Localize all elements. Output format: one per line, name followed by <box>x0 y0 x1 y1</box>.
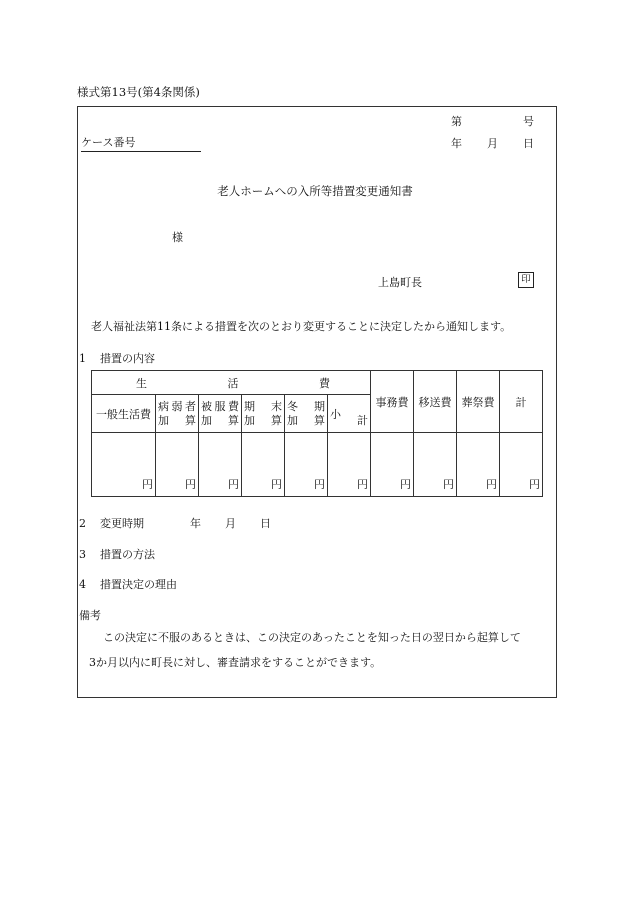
date-year-label: 年 <box>451 137 462 150</box>
intro-text: 老人福祉法第11条による措置を次のとおり変更することに決定したから通知します。 <box>91 320 512 333</box>
case-number-label: ケース番号 <box>81 136 136 149</box>
section-4-number: 4 <box>79 578 86 591</box>
section-1-label: 措置の内容 <box>100 352 155 365</box>
group-header-char-1: 生 <box>136 376 147 390</box>
form-number-label: 様式第13号(第4条関係) <box>77 85 200 99</box>
change-date <box>190 515 271 531</box>
change-date-month: 月 <box>225 517 236 530</box>
group-header-char-2: 活 <box>227 376 239 390</box>
amount-clothing-addition: 円 <box>199 433 242 497</box>
amount-transport-expenses: 円 <box>414 433 457 497</box>
remarks-heading: 備考 <box>79 609 101 622</box>
header-sick-addition: 病 弱 者 加 算 <box>156 395 199 433</box>
amount-subtotal: 円 <box>328 433 371 497</box>
header-term-end-addition: 期 末 加 算 <box>242 395 285 433</box>
amount-winter-addition: 円 <box>285 433 328 497</box>
date-month-label: 月 <box>487 137 498 150</box>
remarks-line-2: 3か月以内に町長に対し、審査請求をすることができます。 <box>89 656 382 669</box>
section-2-number: 2 <box>79 517 86 530</box>
section-2-heading <box>79 515 144 531</box>
remarks-line-1: この決定に不服のあるときは、この決定のあったことを知った日の翌日から起算して <box>103 631 521 644</box>
section-2-label: 変更時期 <box>100 517 144 530</box>
change-date-day: 日 <box>260 517 271 530</box>
change-date-year: 年 <box>190 517 201 530</box>
case-number-field <box>81 134 201 152</box>
header-general-living: 一般生活費 <box>92 395 156 433</box>
amount-funeral-expenses: 円 <box>457 433 500 497</box>
amount-general-living: 円 <box>92 433 156 497</box>
section-3-heading <box>79 546 155 562</box>
group-header-char-3: 費 <box>319 376 330 390</box>
seal-stamp: 印 <box>518 272 534 288</box>
section-3-label: 措置の方法 <box>100 548 155 561</box>
amount-office-expenses: 円 <box>371 433 414 497</box>
issuer-name: 上島町長 <box>378 276 422 289</box>
amount-sick-addition: 円 <box>156 433 199 497</box>
header-clothing-addition: 被 服 費 加 算 <box>199 395 242 433</box>
header-subtotal: 小 計 <box>328 395 371 433</box>
header-total: 計 <box>500 371 543 433</box>
measure-content-table <box>91 370 543 497</box>
section-1-number: 1 <box>79 352 86 365</box>
amount-total: 円 <box>500 433 543 497</box>
section-3-number: 3 <box>79 548 86 561</box>
date-day-label: 日 <box>523 137 534 150</box>
document-title: 老人ホームへの入所等措置変更通知書 <box>217 184 413 198</box>
header-office-expenses: 事務費 <box>371 371 414 433</box>
section-1-heading <box>79 350 155 366</box>
living-expenses-group-header <box>92 371 371 395</box>
amount-term-end-addition: 円 <box>242 433 285 497</box>
header-transport-expenses: 移送費 <box>414 371 457 433</box>
section-4-label: 措置決定の理由 <box>100 578 177 591</box>
addressee-suffix: 様 <box>172 231 183 244</box>
header-funeral-expenses: 葬祭費 <box>457 371 500 433</box>
section-4-heading <box>79 576 177 592</box>
header-winter-addition: 冬 期 加 算 <box>285 395 328 433</box>
document-number-suffix: 号 <box>523 115 534 128</box>
document-number-prefix: 第 <box>451 115 462 128</box>
